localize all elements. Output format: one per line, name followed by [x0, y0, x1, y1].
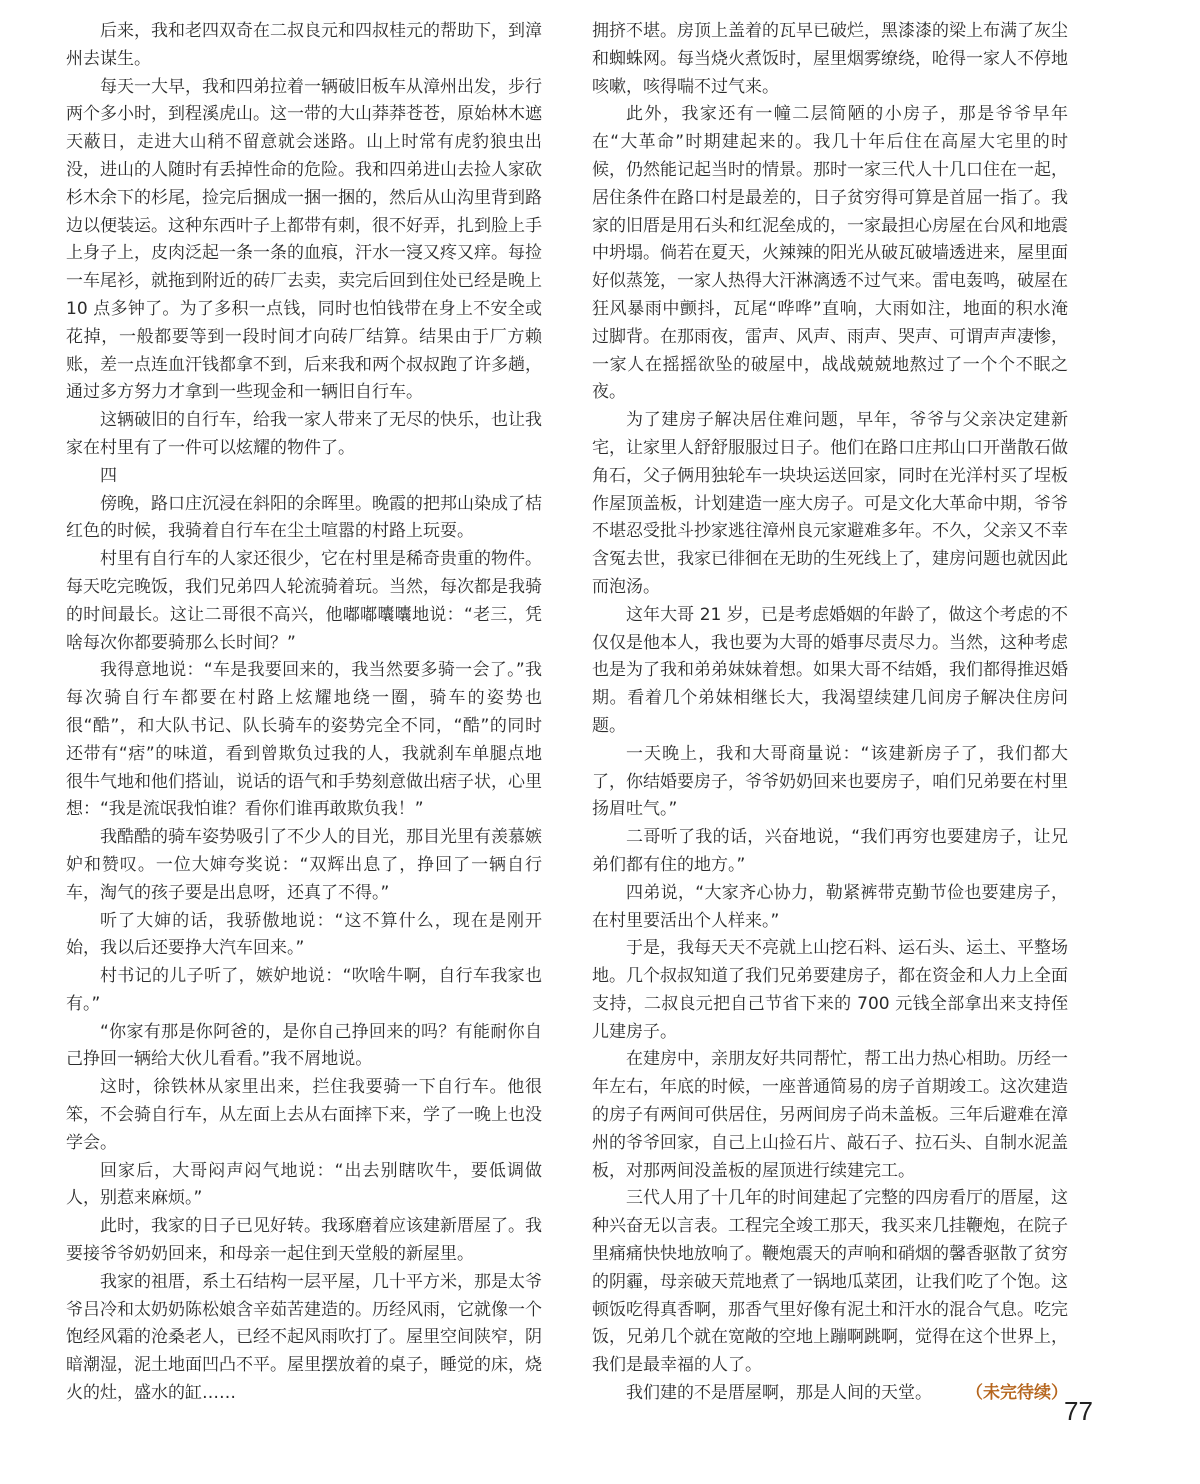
paragraph: 后来，我和老四双奇在二叔良元和四叔桂元的帮助下，到漳州去谋生。	[66, 21, 542, 69]
paragraph: 二哥听了我的话，兴奋地说，“我们再穷也要建房子，让兄弟们都有住的地方。”	[592, 827, 1068, 875]
closing-paragraph	[592, 1380, 1068, 1408]
paragraph: 于是，我每天天不亮就上山挖石料、运石头、运土、平整场地。几个叔叔知道了我们兄弟要建房子，都在资金和人力上全面支持，二叔良元把自己节省下来的 700 元钱全部拿出来支持侄儿建房子。	[592, 938, 1068, 1042]
left-column	[66, 18, 542, 1408]
paragraph: 村里有自行车的人家还很少，它在村里是稀奇贵重的物件。每天吃完晚饭，我们兄弟四人轮流骑着玩。当然，每次都是我骑的时间最长。这让二哥很不高兴，他嘟嘟囔囔地说：“老三，凭啥每次你都要骑那么长时间？”	[66, 549, 542, 653]
to-be-continued-label: （未完待续）	[966, 1383, 1068, 1404]
paragraph: 听了大婶的话，我骄傲地说：“这不算什么，现在是刚开始，我以后还要挣大汽车回来。”	[66, 910, 542, 959]
paragraph: 三代人用了十几年的时间建起了完整的四房看厅的厝屋，这种兴奋无以言表。工程完全竣工那天，我买来几挂鞭炮，在院子里痛痛快快地放响了。鞭炮震天的声响和硝烟的馨香驱散了贫穷的阴霾，母亲破天荒地煮了一锅地瓜菜团，让我们吃了个饱。这顿饭吃得真香啊，那香气里好像有泥土和汗水的混合气息。吃完饭，兄弟几个就在宽敞的空地上蹦啊跳啊，觉得在这个世界上，我们是最幸福的人了。	[592, 1188, 1068, 1376]
paragraph: 此外，我家还有一幢二层简陋的小房子，那是爷爷早年在“大革命”时期建起来的。我几十年后住在高屋大宅里的时候，仍然能记起当时的情景。那时一家三代人十几口住在一起，居住条件在路口村是最差的，日子贫穷得可算是首屈一指了。我家的旧厝是用石头和红泥垒成的，一家最担心房屋在台风和地震中坍塌。倘若在夏天，火辣辣的阳光从破瓦破墙透进来，屋里面好似蒸笼，一家人热得大汗淋漓透不过气来。雷电轰鸣，破屋在狂风暴雨中颤抖，瓦尾“哗哗”直响，大雨如注，地面的积水淹过脚背。在那雨夜，雷声、风声、雨声、哭声、可谓声声凄惨，一家人在摇摇欲坠的破屋中，战战兢兢地熬过了一个个不眠之夜。	[592, 104, 1068, 403]
paragraph: 这年大哥 21 岁，已是考虑婚姻的年龄了，做这个考虑的不仅仅是他本人，我也要为大哥的婚事尽责尽力。当然，这种考虑也是为了我和弟弟妹妹着想。如果大哥不结婚，我们都得推迟婚期。看着几个弟妹相继长大，我渴望续建几间房子解决住房问题。	[592, 604, 1068, 736]
paragraph: 四弟说，“大家齐心协力，勒紧裤带克勤节俭也要建房子，在村里要活出个人样来。”	[592, 882, 1068, 931]
right-column	[592, 18, 1068, 1408]
paragraph: 这辆破旧的自行车，给我一家人带来了无尽的快乐，也让我家在村里有了一件可以炫耀的物件了。	[66, 410, 542, 458]
paragraph: “你家有那是你阿爸的，是你自己挣回来的吗？有能耐你自己挣回一辆给大伙儿看看。”我不屑地说。	[66, 1021, 542, 1070]
paragraph: 每天一大早，我和四弟拉着一辆破旧板车从漳州出发，步行两个多小时，到程溪虎山。这一带的大山莽莽苍苍，原始林木遮天蔽日，走进大山稍不留意就会迷路。山上时常有虎豹狼虫出没，进山的人随时有丢掉性命的危险。我和四弟进山去捡人家砍杉木余下的杉尾，捡完后捆成一捆一捆的，然后从山沟里背到路边以便装运。这种东西叶子上都带有刺，很不好弄，扎到脸上手上身子上，皮肉泛起一条一条的血痕，汗水一寖又疼又痒。每捡一车尾衫，就拖到附近的砖厂去卖，卖完后回到住处已经是晚上 10 点多钟了。为了多积一点钱，同时也怕钱带在身上不安全或花掉，一般都要等到一段时间才向砖厂结算。结果由于厂方赖账，差一点连血汗钱都拿不到，后来我和两个叔叔跑了许多趟，通过多方努力才拿到一些现金和一辆旧自行车。	[66, 76, 542, 403]
paragraph: 为了建房子解决居住难问题，早年，爷爷与父亲决定建新宅，让家里人舒舒服服过日子。他们在路口庄邦山口开凿散石做角石，父子俩用独轮车一块块运送回家，同时在光洋村买了埕板作屋顶盖板，计划建造一座大房子。可是文化大革命中期，爷爷不堪忍受批斗抄家逃往漳州良元家避难多年。不久，父亲又不幸含冤去世，我家已徘徊在无助的生死线上了，建房问题也就因此而泡汤。	[592, 410, 1068, 597]
paragraph: 此时，我家的日子已见好转。我琢磨着应该建新厝屋了。我要接爷爷奶奶回来，和母亲一起住到天堂般的新屋里。	[66, 1216, 542, 1265]
paragraph: 我得意地说：“车是我要回来的，我当然要多骑一会了。”我每次骑自行车都要在村路上炫耀地绕一圈，骑车的姿势也很“酷”，和大队书记、队长骑车的姿势完全不同，“酷”的同时还带有“痞”的味道，看到曾欺负过我的人，我就刹车单腿点地很牛气地和他们搭讪，说话的语气和手势刻意做出痞子状，心里想：“我是流氓我怕谁？看你们谁再敢欺负我！”	[66, 660, 542, 820]
paragraph: 一天晚上，我和大哥商量说：“该建新房子了，我们都大了，你结婚要房子，爷爷奶奶回来也要房子，咱们兄弟要在村里扬眉吐气。”	[592, 743, 1068, 820]
page-number: 77	[1064, 1396, 1093, 1426]
paragraph: 傍晚，路口庄沉浸在斜阳的余晖里。晚霞的把邦山染成了桔红色的时候，我骑着自行车在尘土喧嚣的村路上玩耍。	[66, 493, 542, 542]
paragraph: 我酷酷的骑车姿势吸引了不少人的目光，那目光里有羡慕嫉妒和赞叹。一位大婶夸奖说：“双辉出息了，挣回了一辆自行车，淘气的孩子要是出息呀，还真了不得。”	[66, 827, 542, 903]
paragraph: 村书记的儿子听了，嫉妒地说：“吹啥牛啊，自行车我家也有。”	[66, 966, 542, 1014]
section-heading: 四	[100, 465, 117, 486]
paragraph: 我家的祖厝，系土石结构一层平屋，几十平方米，那是太爷爷吕冷和太奶奶陈松娘含辛茹苦建造的。历经风雨，它就像一个饱经风霜的沧桑老人，已经不起风雨吹打了。屋里空间陕窄，阴暗潮湿，泥土地面凹凸不平。屋里摆放着的桌子，睡觉的床，烧火的灶，盛水的缸……	[66, 1271, 542, 1404]
paragraph: 在建房中，亲朋友好共同帮忙，帮工出力热心相助。历经一年左右，年底的时候，一座普通简易的房子首期竣工。这次建造的房子有两间可供居住，另两间房子尚未盖板。三年后避难在漳州的爷爷回家，自己上山捡石片、敲石子、拉石头、自制水泥盖板，对那两间没盖板的屋顶进行续建完工。	[592, 1049, 1068, 1181]
paragraph: 这时，徐铁林从家里出来，拦住我要骑一下自行车。他很笨，不会骑自行车，从左面上去从右面摔下来，学了一晚上也没学会。	[66, 1077, 542, 1153]
closing-line: 我们建的不是厝屋啊，那是人间的天堂。	[626, 1383, 932, 1404]
paragraph: 回家后，大哥闷声闷气地说：“出去别瞎吹牛，要低调做人，别惹来麻烦。”	[66, 1160, 542, 1209]
paragraph-continuation: 拥挤不堪。房顶上盖着的瓦早已破烂，黑漆漆的梁上布满了灰尘和蜘蛛网。每当烧火煮饭时，屋里烟雾缭绕，呛得一家人不停地咳嗽，咳得喘不过气来。	[592, 21, 1068, 97]
